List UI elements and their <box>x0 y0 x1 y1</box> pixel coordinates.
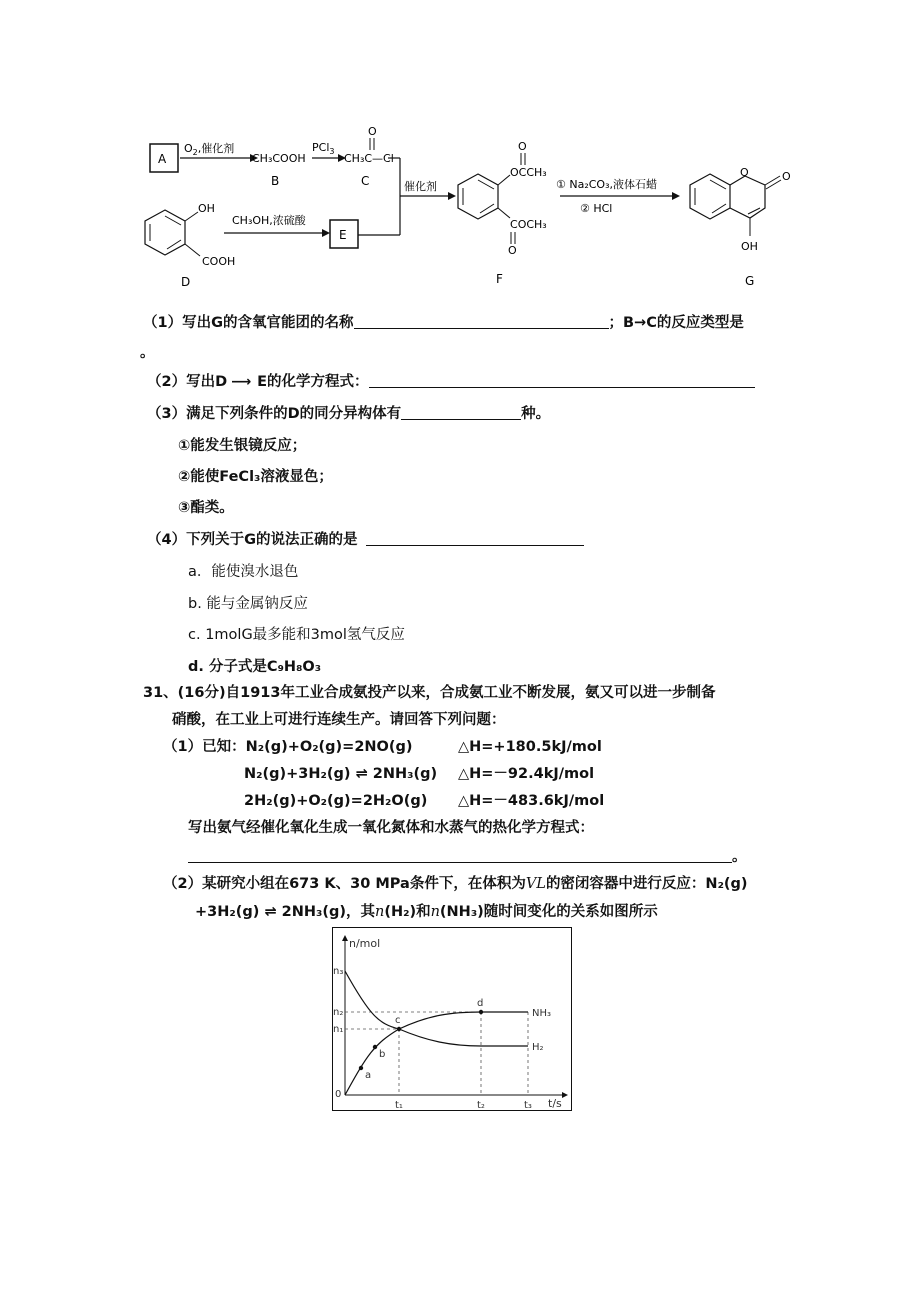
box-e-label: E <box>339 228 347 242</box>
p31-q1-ask: 写出氨气经催化氧化生成一氧化氮体和水蒸气的热化学方程式： <box>188 820 594 836</box>
box-a-label: A <box>158 152 167 166</box>
svg-text:O: O <box>740 166 749 179</box>
q1-end: 。 <box>140 345 155 361</box>
q3-condition-2: ②能使FeCl₃溶液显色； <box>178 469 333 485</box>
series-line-h2 <box>345 971 528 1046</box>
q4-option-b: b. 能与金属钠反应 <box>188 596 308 612</box>
point-label-d: d <box>477 998 484 1009</box>
x-tick-label: t₁ <box>395 1100 403 1111</box>
p31-q1-eq3: 2H₂(g)+O₂(g)=2H₂O(g) <box>244 793 428 809</box>
svg-text:O: O <box>368 125 377 138</box>
point-label-c: c <box>395 1015 401 1026</box>
x-axis-arrow <box>562 1092 568 1098</box>
svg-text:OH: OH <box>741 240 758 253</box>
y-axis-label: n/mol <box>349 937 381 950</box>
compound-c-formula: CH₃C—Cl <box>344 152 394 165</box>
q2-blank[interactable] <box>369 372 755 388</box>
chart-frame <box>333 928 572 1111</box>
point-b <box>373 1045 377 1049</box>
label-c: C <box>361 174 370 188</box>
svg-text:O: O <box>782 170 791 183</box>
n-vs-t-chart <box>332 927 572 1111</box>
svg-text:② HCl: ② HCl <box>580 202 613 215</box>
svg-text:OH: OH <box>198 202 215 215</box>
series-label-nh3: NH₃ <box>532 1008 552 1019</box>
p31-q2-line-2: +3H₂(g) ⇌ 2NH₃(g)，其n(H₂)和n(NH₃)随时间变化的关系如图所示 <box>195 904 658 920</box>
svg-text:O2,催化剂: $O_2$,催化剂 <box>184 142 235 157</box>
y-tick-label: n₃ <box>333 966 344 977</box>
q1-line: （1）写出G的含氧官能团的名称 ；B→C的反应类型是 <box>143 315 744 331</box>
svg-text:① Na₂CO₃,液体石蜡: ① Na₂CO₃,液体石蜡 <box>556 178 657 191</box>
svg-text:催化剂: 催化剂 <box>404 180 437 193</box>
q3-condition-3: ③酯类。 <box>178 500 234 516</box>
p31-q1-eq1: （1）已知：N₂(g)+O₂(g)=2NO(g) <box>163 739 413 755</box>
q1-blank-1[interactable] <box>354 313 609 329</box>
q4-option-a: a．能使溴水退色 <box>188 564 299 580</box>
label-d: D <box>181 275 191 289</box>
compound-b-formula: CH₃COOH <box>252 152 306 165</box>
x-tick-label: t₃ <box>524 1100 532 1111</box>
y-tick-label: n₂ <box>333 1007 344 1018</box>
y-axis-arrow <box>342 935 348 941</box>
q4-line: （4）下列关于G的说法正确的是 <box>147 530 584 550</box>
label-b: B <box>271 174 280 188</box>
label-f: F <box>496 272 503 286</box>
q3-blank[interactable] <box>401 404 521 420</box>
p31-q1-dh2: △H=－92.4kJ/mol <box>458 766 595 782</box>
q4-blank[interactable] <box>366 530 584 546</box>
svg-text:O: O <box>508 244 517 257</box>
label-g: G <box>745 274 755 288</box>
q3-condition-1: ①能发生银镜反应； <box>178 438 307 454</box>
point-c <box>397 1027 401 1031</box>
p31-line-1: 31、(16分)自1913年工业合成氨投产以来，合成氨工业不断发展，氨又可以进一步制备 <box>143 685 716 701</box>
svg-text:COOH: COOH <box>202 255 236 268</box>
p31-q1-blank[interactable] <box>188 847 732 863</box>
x-tick-label: t₂ <box>477 1100 485 1111</box>
series-line-nh3 <box>345 1012 528 1095</box>
q2-line: （2）写出D ⟶ E的化学方程式： <box>147 372 755 392</box>
p31-q1-dh3: △H=－483.6kJ/mol <box>458 793 605 809</box>
series-label-h2: H₂ <box>532 1042 544 1053</box>
p31-q1-answer: 。 <box>188 847 747 867</box>
point-a <box>359 1066 363 1070</box>
svg-text:PCl3: PCl$_3$ <box>312 141 335 156</box>
svg-text:OCCH₃: OCCH₃ <box>510 166 547 179</box>
origin-label: 0 <box>335 1089 342 1100</box>
p31-q1-dh1: △H=+180.5kJ/mol <box>458 739 602 755</box>
y-tick-label: n₁ <box>333 1024 344 1035</box>
x-axis-label: t/s <box>548 1097 562 1110</box>
q4-option-c: c. 1molG最多能和3mol氢气反应 <box>188 627 405 643</box>
point-label-b: b <box>379 1049 386 1060</box>
svg-text:CH₃OH,浓硫酸: CH₃OH,浓硫酸 <box>232 214 306 227</box>
point-label-a: a <box>365 1070 372 1081</box>
p31-line-2: 硝酸，在工业上可进行连续生产。请回答下列问题： <box>172 712 506 728</box>
q3-line: （3）满足下列条件的D的同分异构体有 种。 <box>147 406 551 422</box>
svg-text:COCH₃: COCH₃ <box>510 218 547 231</box>
reaction-scheme <box>0 0 920 300</box>
p31-q1-eq2: N₂(g)+3H₂(g) ⇌ 2NH₃(g) <box>244 766 438 782</box>
point-d <box>479 1010 483 1014</box>
p31-q2-line-1: （2）某研究小组在673 K、30 MPa条件下，在体积为VL的密闭容器中进行反应：N₂(g) <box>163 876 748 892</box>
svg-text:O: O <box>518 140 527 153</box>
q4-option-d: d. 分子式是C₉H₈O₃ <box>188 659 322 675</box>
